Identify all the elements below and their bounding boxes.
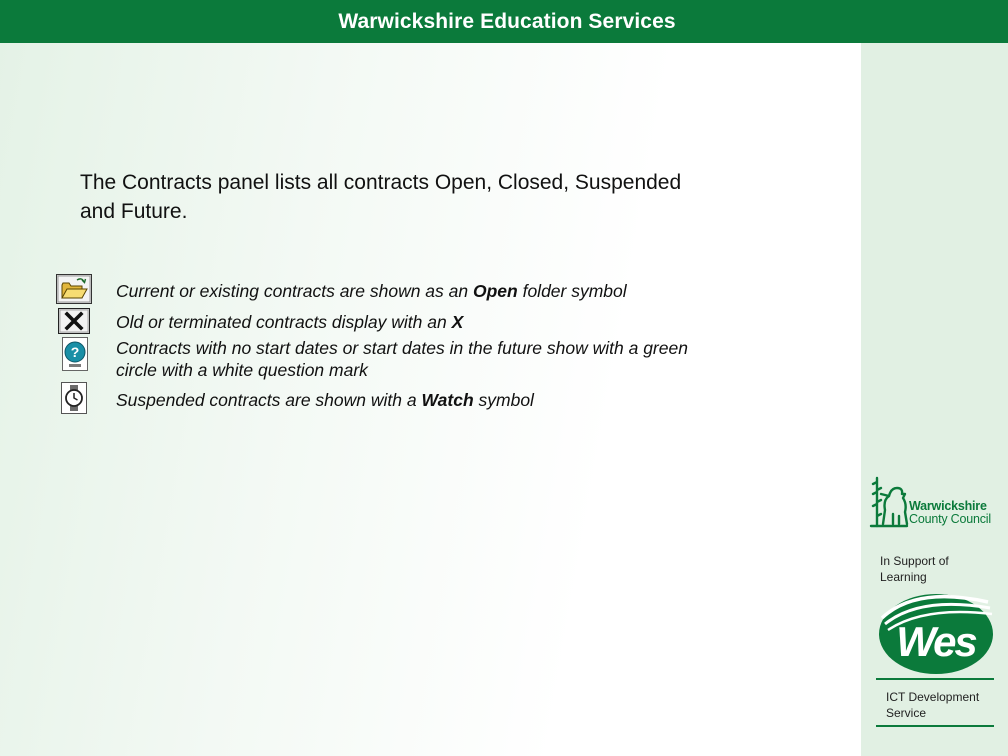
- ict-caption: ICT Development Service: [886, 690, 980, 720]
- legend-closed-text: Old or terminated contracts display with an X: [116, 312, 464, 332]
- legend-open-text: Current or existing contracts are shown as an Open folder symbol: [116, 281, 627, 301]
- header-title: Warwickshire Education Services: [338, 9, 676, 33]
- watch-icon: [61, 382, 87, 414]
- wes-logo: [876, 584, 998, 676]
- intro-line-1: The Contracts panel lists all contracts Open, Closed, Suspended: [80, 171, 682, 194]
- wes-logo-text: Wes: [896, 618, 976, 665]
- open-folder-icon: [56, 274, 92, 304]
- legend-open-bold: Open: [472, 281, 518, 301]
- council-name: Warwickshire County Council: [909, 499, 991, 526]
- legend-closed-bold: X: [451, 312, 464, 332]
- support-caption: In Support of Learning: [880, 554, 949, 584]
- question-mark-icon: [62, 337, 88, 371]
- x-icon: [58, 308, 90, 334]
- header-bar: [0, 0, 1008, 43]
- legend-suspended-text: Suspended contracts are shown with a Watch symbol: [116, 390, 534, 410]
- divider-bottom: [876, 725, 994, 727]
- divider-top: [876, 678, 994, 680]
- svg-text:?: ?: [70, 344, 80, 360]
- legend-future-text: Contracts with no start dates or start dates in the future show with a green circle with a white question mark: [116, 338, 688, 380]
- legend-suspended-bold: Watch: [421, 390, 474, 410]
- intro-line-2: and Future.: [80, 200, 188, 223]
- intro-paragraph: [80, 168, 800, 226]
- bear-and-ragged-staff-emblem: [869, 470, 909, 528]
